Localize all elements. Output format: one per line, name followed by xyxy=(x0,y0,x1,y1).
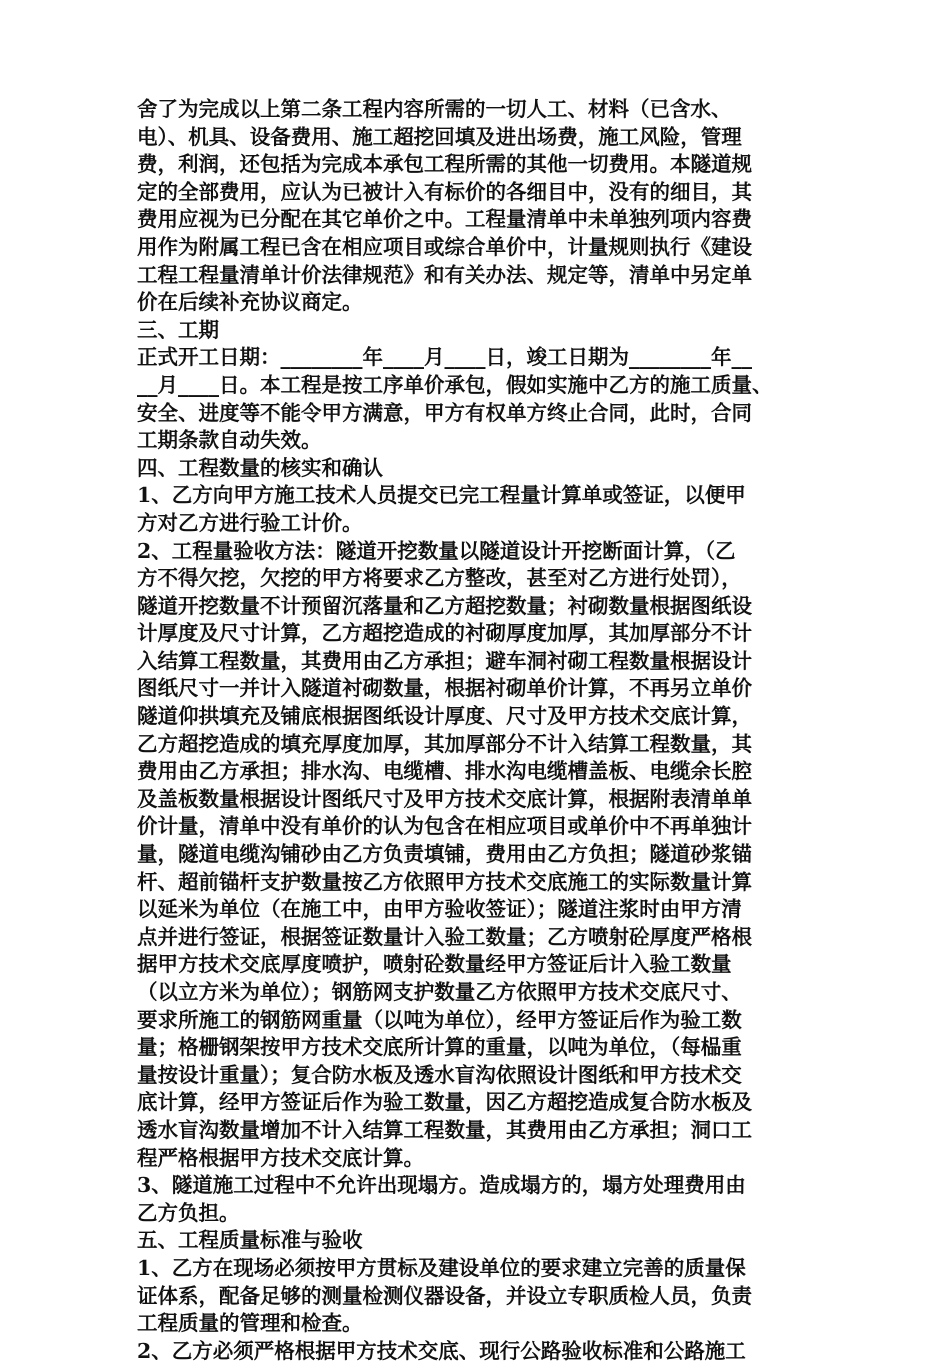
text-line: 正式开工日期：________年____月____日，竣工日期为________年__ xyxy=(137,345,752,370)
text-line: 工程工程量清单计价法律规范》和有关办法、规定等，清单中另定单 xyxy=(137,262,752,287)
text-line: 1、乙方在现场必须按甲方贯标及建设单位的要求建立完善的质量保 xyxy=(137,1255,746,1280)
text-line: 要求所施工的钢筋网重量（以吨为单位），经甲方签证后作为验工数 xyxy=(137,1007,742,1032)
text-line: 乙方超挖造成的填充厚度加厚，其加厚部分不计入结算工程数量，其 xyxy=(137,731,752,756)
text-line: 3、隧道施工过程中不允许出现塌方。造成塌方的，塌方处理费用由 xyxy=(137,1173,746,1198)
text-line: 费，利润，还包括为完成本承包工程所需的其他一切费用。本隧道规 xyxy=(137,152,752,177)
text-line: 费用由乙方承担；排水沟、电缆槽、排水沟电缆槽盖板、电缆余长腔 xyxy=(137,759,752,784)
text-line: 2、工程量验收方法：隧道开挖数量以隧道设计开挖断面计算，（乙 xyxy=(137,538,736,563)
text-line: 电）、机具、设备费用、施工超挖回填及进出场费，施工风险，管理 xyxy=(137,124,742,149)
text-line: 方不得欠挖，欠挖的甲方将要求乙方整改，甚至对乙方进行处罚）， xyxy=(137,566,742,591)
text-line: 程严格根据甲方技术交底计算。 xyxy=(137,1145,424,1170)
text-line: 杆、超前锚杆支护数量按乙方依照甲方技术交底施工的实际数量计算 xyxy=(137,869,752,894)
text-line: 点并进行签证，根据签证数量计入验工数量；乙方喷射砼厚度严格根 xyxy=(137,924,752,949)
text-line: 方对乙方进行验工计价。 xyxy=(137,510,363,535)
text-line: 据甲方技术交底厚度喷护，喷射砼数量经甲方签证后计入验工数量 xyxy=(137,952,732,977)
text-line: 证体系，配备足够的测量检测仪器设备，并设立专职质检人员，负责 xyxy=(137,1283,752,1308)
text-line: 隧道仰拱填充及铺底根据图纸设计厚度、尺寸及甲方技术交底计算， xyxy=(137,704,752,729)
text-line: 工期条款自动失效。 xyxy=(137,428,322,453)
document-page xyxy=(137,96,817,1365)
text-line: 价在后续补充协议商定。 xyxy=(137,290,363,315)
text-line: 费用应视为已分配在其它单价之中。工程量清单中未单独列项内容费 xyxy=(137,207,752,232)
text-line: 定的全部费用，应认为已被计入有标价的各细目中，没有的细目，其 xyxy=(137,179,752,204)
text-line: 底计算，经甲方签证后作为验工数量，因乙方超挖造成复合防水板及 xyxy=(137,1090,752,1115)
section-heading: 三、工期 xyxy=(137,317,219,342)
text-line: 用作为附属工程已含在相应项目或综合单价中，计量规则执行《建设 xyxy=(137,234,752,259)
text-line: 价计量，清单中没有单价的认为包含在相应项目或单价中不再单独计 xyxy=(137,814,752,839)
text-line: 安全、进度等不能令甲方满意，甲方有权单方终止合同，此时，合同 xyxy=(137,400,752,425)
section-heading: 五、工程质量标准与验收 xyxy=(137,1228,363,1253)
section-heading: 四、工程数量的核实和确认 xyxy=(137,455,383,480)
text-line: 图纸尺寸一并计入隧道衬砌数量，根据衬砌单价计算，不再另立单价 xyxy=(137,676,752,701)
text-line: 量；格栅钢架按甲方技术交底所计算的重量，以吨为单位，（每榀重 xyxy=(137,1035,742,1060)
text-line: （以立方米为单位）；钢筋网支护数量乙方依照甲方技术交底尺寸、 xyxy=(137,980,742,1004)
text-line: 以延米为单位（在施工中，由甲方验收签证）；隧道注浆时由甲方清 xyxy=(137,897,742,922)
text-line: 量按设计重量）；复合防水板及透水盲沟依照设计图纸和甲方技术交 xyxy=(137,1062,742,1087)
text-line: 计厚度及尺寸计算，乙方超挖造成的衬砌厚度加厚，其加厚部分不计 xyxy=(137,621,752,646)
text-line: 1、乙方向甲方施工技术人员提交已完工程量计算单或签证，以便甲 xyxy=(137,483,746,508)
text-line: 量，隧道电缆沟铺砂由乙方负责填铺，费用由乙方负担；隧道砂浆锚 xyxy=(137,842,752,867)
text-line: 及盖板数量根据设计图纸尺寸及甲方技术交底计算，根据附表清单单 xyxy=(137,786,752,811)
text-line: 工程质量的管理和检查。 xyxy=(137,1311,363,1336)
text-line: 隧道开挖数量不计预留沉落量和乙方超挖数量；衬砌数量根据图纸设 xyxy=(137,593,752,618)
text-line: __月____日。本工程是按工序单价承包，假如实施中乙方的施工质量、 xyxy=(137,372,773,397)
text-line: 舍了为完成以上第二条工程内容所需的一切人工、材料（已含水、 xyxy=(137,97,732,121)
text-line: 透水盲沟数量增加不计入结算工程数量，其费用由乙方承担；洞口工 xyxy=(137,1117,752,1142)
text-line: 入结算工程数量，其费用由乙方承担；避车洞衬砌工程数量根据设计 xyxy=(137,648,752,673)
text-line: 乙方负担。 xyxy=(137,1200,240,1225)
text-line: 2、乙方必须严格根据甲方技术交底、现行公路验收标准和公路施工 xyxy=(137,1338,746,1363)
